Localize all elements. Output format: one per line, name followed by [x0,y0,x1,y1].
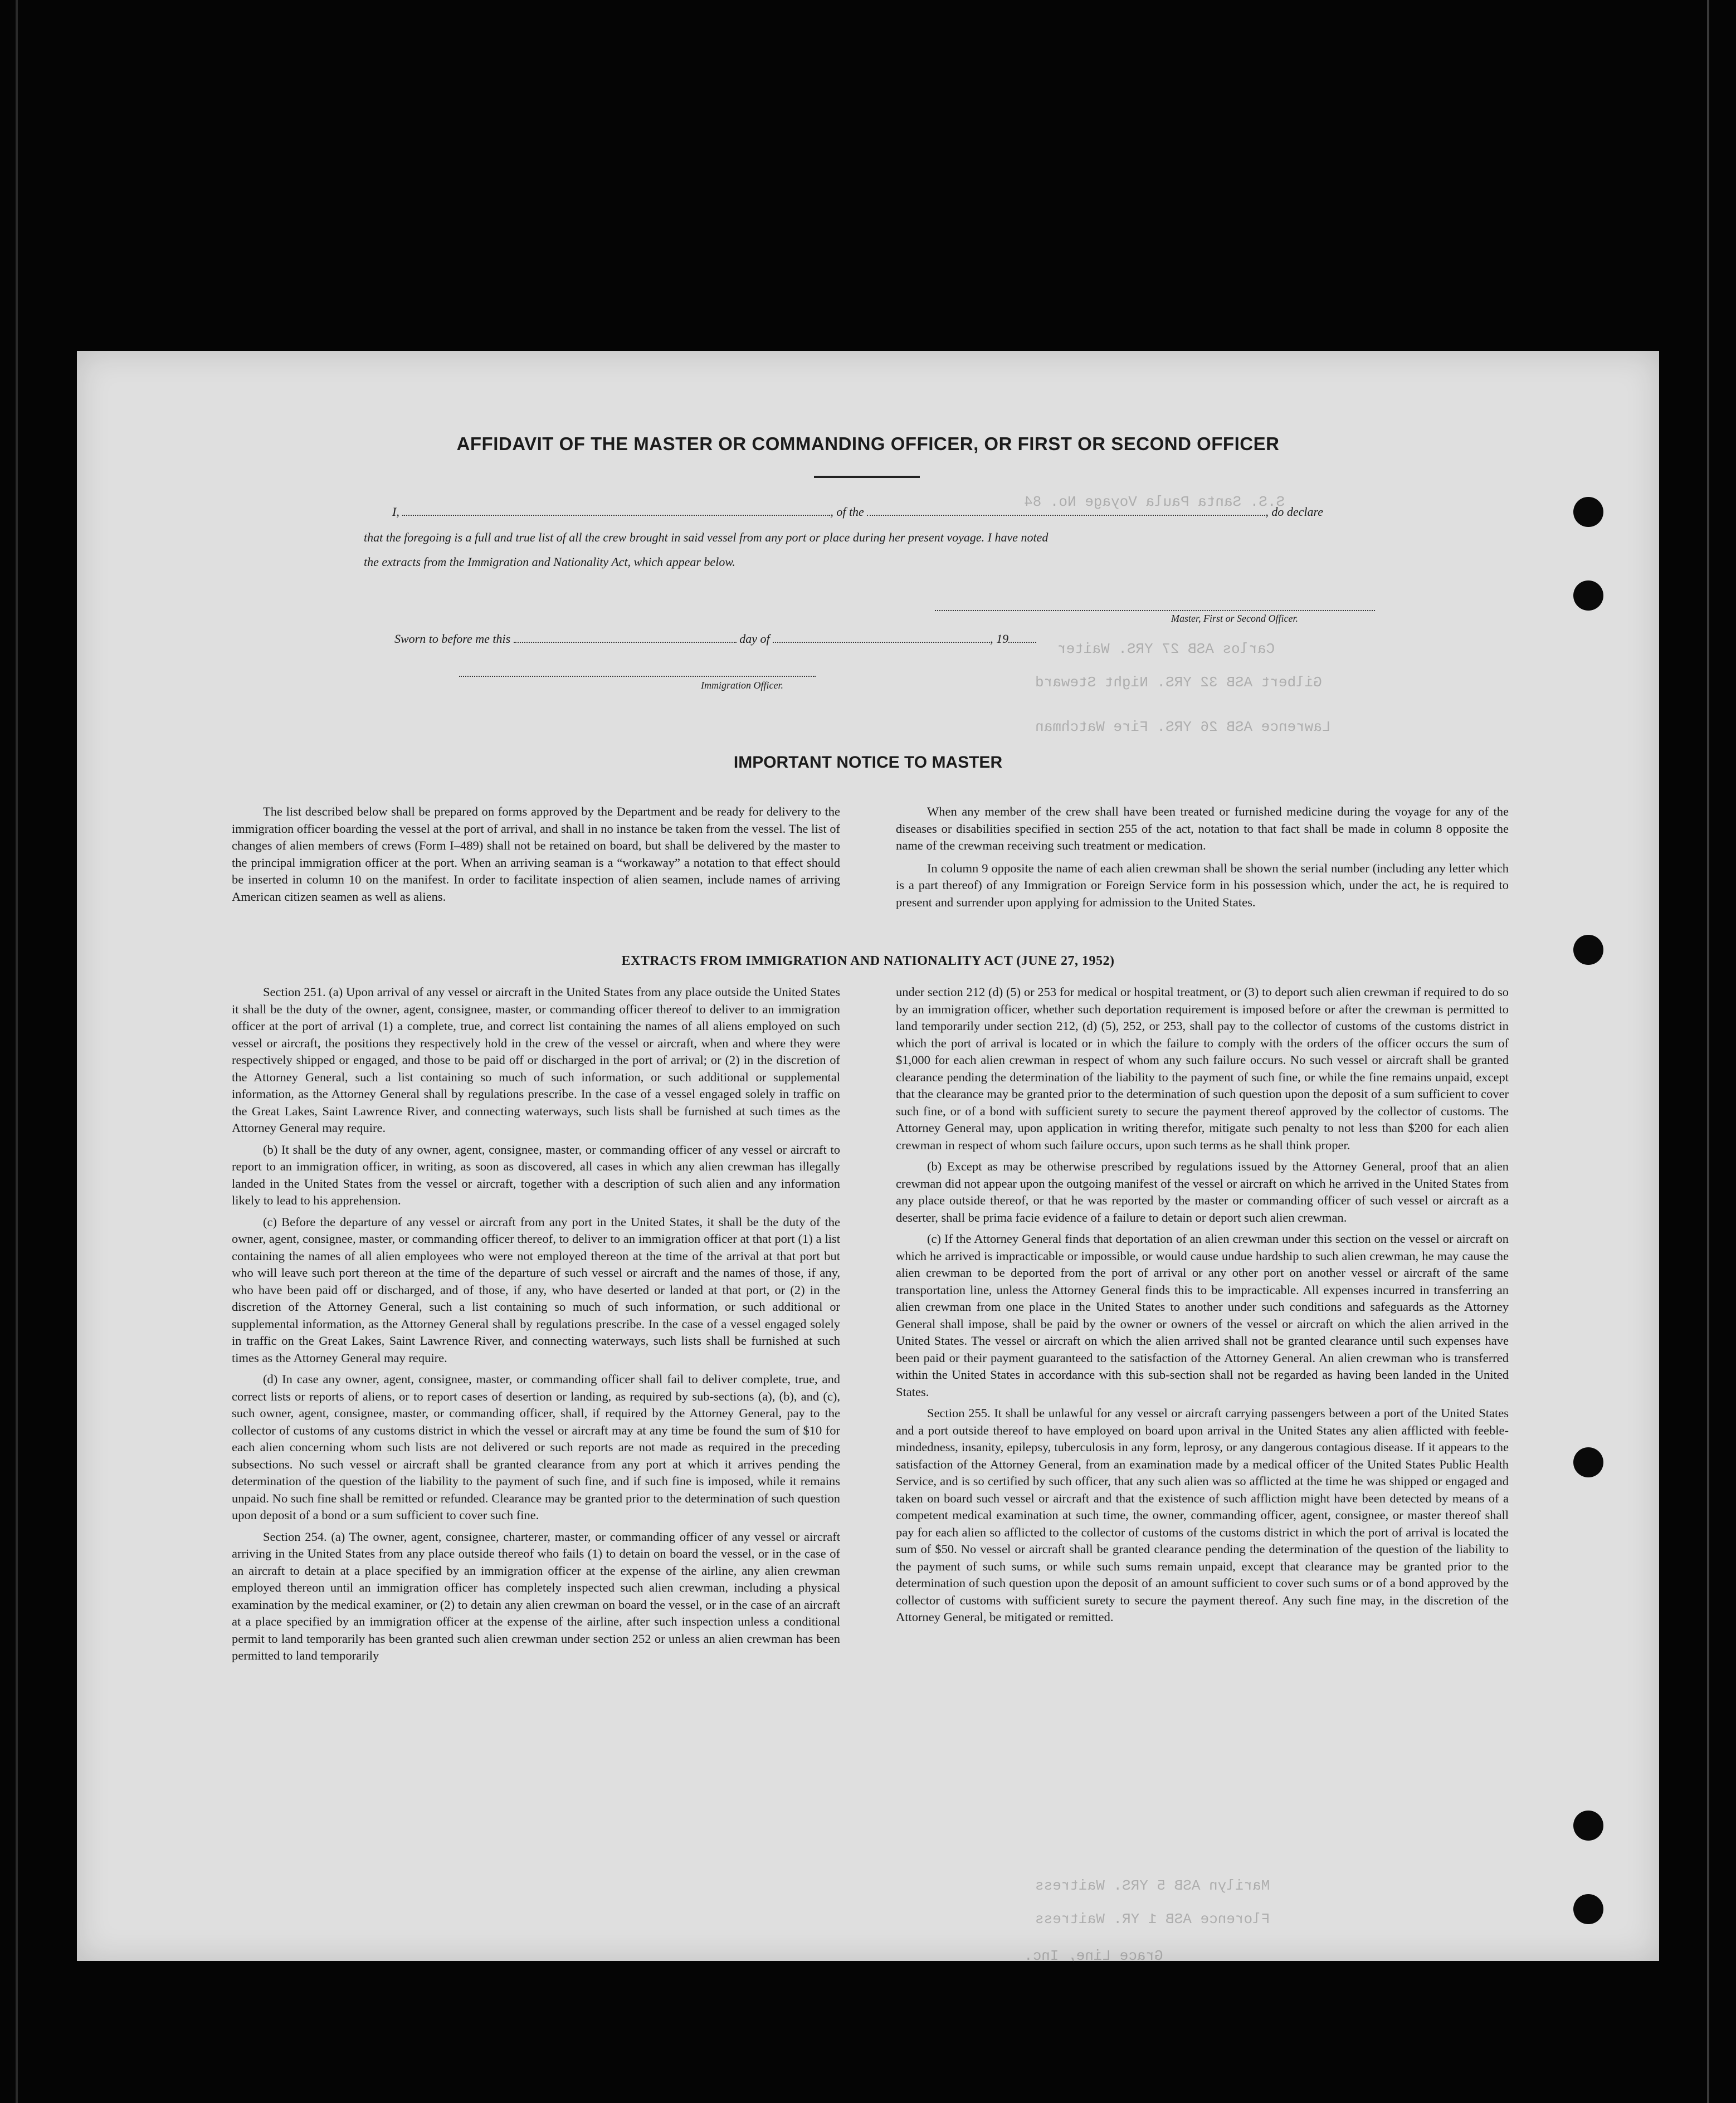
name-blank [402,514,830,516]
bleed-through-text: Lawrence ASB 26 YRS. Fire Watchman [1035,719,1331,735]
month-blank [773,641,990,643]
notice-title: IMPORTANT NOTICE TO MASTER [733,753,1003,772]
section-paragraph: under section 212 (d) (5) or 253 for medical or hospital treatment, or (3) to deport such alien crewman if required to do so by an immigration officer, whether such deportation requirement is imposed before or after the crewman is permitted to land temporarily under section 212, (d) (5), 252, or 253, shall pay to the collector of customs of the customs district in which the port of arrival is located or in which the failure to comply with the orders of the officer occurs the sum of $1,000 for each alien crewman in respect of whom any such failure occurs. No such vessel or aircraft shall be granted clearance pending the determination of the liability to the payment of such fine, or while the fine remains unpaid, except that the clearance may be granted prior to the determination of such question upon the deposit of a sum sufficient to cover such fine, or of a bond with sufficient surety to secure the payment thereof approved by the collector of customs. The Attorney General may, upon application in writing therefor, mitigate such penalty to not less than $200 for each alien crewman in respect of whom such failure occurs, upon such terms as he shall think proper. [896,985,1509,1152]
master-signature-label: Master, First or Second Officer. [1171,613,1298,624]
affidavit-text-line-1: that the foregoing is a full and true list of all the crew brought in said vessel from any port or place during her present voyage. I have noted [364,530,1049,544]
extracts-left-column [232,984,840,1665]
extracts-title: EXTRACTS FROM IMMIGRATION AND NATIONALITY ACT (JUNE 27, 1952) [621,954,1115,968]
bleed-through-text: S.S. Santa Paula Voyage No. 84 [1024,494,1285,510]
notice-paragraph: In column 9 opposite the name of each alien crewman shall be shown the serial number (including any letter which is a part thereof) of any Immigration or Foreign Service form in his possession which, under the act, he is required to present and surrender upon applying for admission to the United States. [896,861,1509,909]
immigration-officer-signature-line [459,675,816,677]
bleed-through-text: Florence ASB 1 YR. Waitress [1035,1911,1270,1928]
film-frame-edge-right [1707,0,1709,2103]
binder-hole [1573,1894,1603,1924]
section-paragraph: (b) It shall be the duty of any owner, agent, consignee, master, or commanding officer of any vessel or aircraft to report to an immigration officer, in writing, as soon as discovered, all cases in which any alien crewman has illegally landed in the United States from the vessel or aircraft, together with a description of such alien and any information likely to lead to his apprehension. [232,1142,840,1207]
notice-paragraph: When any member of the crew shall have been treated or furnished medicine during the voyage for any of the diseases or disabilities specified in section 255 of the act, notation to that fact shall be made in column 8 opposite the name of the crewman receiving such treatment or medication. [896,804,1509,852]
document-page [77,351,1659,1964]
bleed-through-text: Marilyn ASB 5 YRS. Waitress [1035,1877,1270,1894]
section-paragraph: (d) In case any owner, agent, consignee, master, or commanding officer shall fail to deliver complete, true, and correct lists or reports of aliens, or to report cases of desertion or landing, as required by sub-sections (a), (b), and (c), such owner, agent, consignee, master, or commanding officer, shall, if required by the Attorney General, pay to the collector of customs of any customs district in which the vessel or aircraft may at any time be found the sum of $10 for each alien concerning whom such lists are not delivered or such reports are not made as required in the preceding subsections. No such vessel or aircraft shall be granted clearance from any port at which it arrives pending the determination of the question of the liability to the payment of such fine, and if such fine is imposed, while it remains unpaid. No such fine shall be remitted or refunded. Clearance may be granted prior to the determination of such question upon deposit of a bond or a sum sufficient to cover such fine. [232,1372,840,1522]
section-paragraph: (c) Before the departure of any vessel or aircraft from any port in the United States, it shall be the duty of the owner, agent, consignee, master, or commanding officer thereof, to deliver to an immigration officer at that port (1) a list containing the names of all alien employees who were not employed thereon at the time of the arrival at that port but who will leave such port thereon at the time of the departure of such vessel or aircraft and the names of those, if any, who have been paid off or discharged, and of those, if any, who have deserted or landed at that port, or (2) in the discretion of the Attorney General, such a list containing so much of such information, or such additional or supplemental information, as the Attorney General shall by regulations prescribe. In the case of a vessel engaged solely in traffic on the Great Lakes, Saint Lawrence River, and connecting waterways, such lists shall be furnished at such times as the Attorney General may require. [232,1214,840,1365]
year-label: , 19 [990,632,1009,646]
immigration-officer-label: Immigration Officer. [701,680,783,691]
notice-paragraph: The list described below shall be prepared on forms approved by the Department and be ready for delivery to the immigration officer boarding the vessel at the port of arrival, and shall in no instance be taken from the vessel. The list of changes of alien members of crews (Form I–489) shall not be retained on board, but shall be delivered by the master to the principal immigration officer at the port. When an arriving seaman is a “workaway” a notation to that effect should be inserted in column 10 on the manifest. In order to facilitate inspection of alien seamen, include names of arriving American citizen seamen as well as aliens. [232,804,840,904]
do-declare-label: , do declare [1265,505,1323,519]
vessel-blank [867,514,1265,516]
binder-hole [1573,1811,1603,1841]
sworn-line [394,632,1036,646]
binder-hole [1573,1447,1603,1477]
affidavit-declaration-line [392,505,1323,519]
extracts-right-column [896,984,1509,1626]
day-blank [514,641,737,643]
notice-left-column [232,803,840,905]
i-label: I, [392,505,399,519]
of-the-label: , of the [830,505,864,519]
bleed-through-text: Grace Line, Inc. [1024,1948,1163,1964]
section-paragraph: (c) If the Attorney General finds that deportation of an alien crewman under this section on the vessel or aircraft on which he arrived is impracticable or impossible, or would cause undue hardship to such alien crewman, he may cause the alien crewman to be deported from the port of arrival or any other port on another vessel or aircraft of the same transportation line, unless the Attorney General finds this to be impracticable. All expenses incurred in transferring an alien crewman from one place in the United States to another under such conditions and safeguards as the Attorney General shall impose, shall be paid by the owner or owners of the vessel or aircraft on which the alien arrived in the United States. The vessel or aircraft on which the alien arrived shall not be granted clearance until such expenses have been paid or their payment guaranteed to the satisfaction of the Attorney General. An alien crewman who is transferred within the United States in accordance with this sub-section shall not be regarded as having been landed in the United States. [896,1232,1509,1399]
binder-hole [1573,497,1603,527]
title-underline [814,476,920,478]
binder-hole [1573,935,1603,965]
affidavit-title: AFFIDAVIT OF THE MASTER OR COMMANDING OFFICER, OR FIRST OR SECOND OFFICER [456,433,1280,454]
binder-hole [1573,580,1603,611]
section-paragraph: Section 254. (a) The owner, agent, consignee, charterer, master, or commanding officer of any vessel or aircraft arriving in the United States from any place outside thereof who fails (1) to detain on board the vessel, or in the case of an aircraft to detain at a place specified by an immigration officer at the expense of the airline, any alien crewman employed thereon until an immigration officer has completely inspected such alien crewman, including a physical examination by the medical examiner, or (2) to detain any alien crewman on board the vessel, or in the case of an aircraft at a place specified by an immigration officer at the expense of the airline, after such inspection unless a conditional permit to land temporarily has been granted such alien crewman under section 252 or unless an alien crewman has been permitted to land temporarily [232,1529,840,1662]
sworn-label: Sworn to before me this [394,632,511,646]
section-paragraph: Section 255. It shall be unlawful for any vessel or aircraft carrying passengers between a port of the United States and a port outside thereof to have employed on board upon arrival in the United States any alien afflicted with feeble-mindedness, insanity, epilepsy, tuberculosis in any form, leprosy, or any dangerous contagious disease. If it appears to the satisfaction of the Attorney General, from an examination made by a medical officer of the United States Public Health Service, and is so certified by such officer, that any such alien was so afflicted at the time he was shipped or engaged and taken on board such vessel or aircraft and that the existence of such affliction might have been detected by means of a competent medical examination at such time, the owner, commanding officer, agent, consignee, or master thereof shall pay for each alien so afflicted to the collector of customs of the customs district in which the port of arrival is located the sum of $50. No vessel or aircraft shall be granted clearance pending the determination of the question of the liability to the payment of such sums, or while such sums remain unpaid, except that clearance may be granted prior to the determination of such question upon the deposit of an amount sufficient to cover such sums or of a bond approved by the collector of customs with sufficient surety to secure the payment thereof. Any such fine may, in the discretion of the Attorney General, be mitigated or remitted. [896,1406,1509,1624]
year-blank [1008,641,1036,643]
section-paragraph: (b) Except as may be otherwise prescribed by regulations issued by the Attorney General, proof that an alien crewman did not appear upon the outgoing manifest of the vessel or aircraft on which he arrived in the United States from any place outside thereof, or that he was reported by the master or commanding officer of such vessel or aircraft as a deserter, shall be prima facie evidence of a failure to detain or deport such alien crewman. [896,1159,1509,1224]
film-frame-edge-left [16,0,18,2103]
day-of-label: day of [739,632,770,646]
master-signature-line [935,609,1375,611]
notice-right-column [896,803,1509,911]
section-paragraph: Section 251. (a) Upon arrival of any vessel or aircraft in the United States from any place outside the United States it shall be the duty of the owner, agent, consignee, master, or commanding officer thereof to deliver to an immigration officer at the port of arrival (1) a complete, true, and correct list containing the names of all aliens employed on such vessel or aircraft, the positions they respectively hold in the crew of the vessel or aircraft, when and where they were respectively shipped or engaged, and those to be paid off or discharged in the port of arrival; or (2) in the discretion of the Attorney General, such a list containing so much of such information, or such additional or supplemental information, as the Attorney General shall by regulations prescribe. In the case of a vessel engaged solely in traffic on the Great Lakes, Saint Lawrence River, and connecting waterways, such lists shall be furnished at such times as the Attorney General may require. [232,985,840,1135]
bleed-through-text: Carlos ASB 27 YRS. Waiter [1057,641,1275,657]
affidavit-text-line-2: the extracts from the Immigration and Nationality Act, which appear below. [364,555,735,569]
bleed-through-text: Gilbert ASB 32 YRS. Night Steward [1035,674,1322,691]
